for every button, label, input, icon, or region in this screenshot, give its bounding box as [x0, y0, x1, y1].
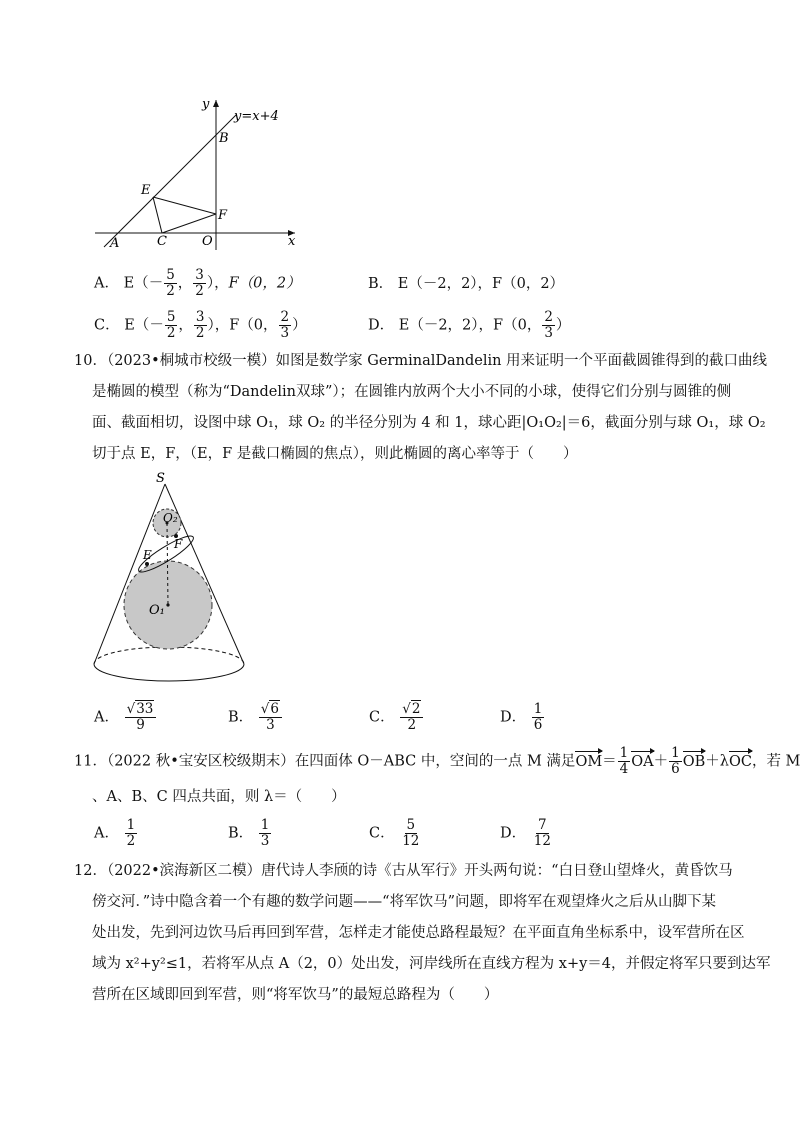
- point-A-label: A: [110, 236, 120, 251]
- point-B-label: B: [219, 131, 229, 146]
- label-F: F: [174, 537, 183, 551]
- q11-prefix: 11．（2022 秋•宝安区校级期末）在四面体 O－ABC 中，空间的一点 M 满足: [74, 753, 576, 770]
- vector-OM: OM: [575, 753, 603, 770]
- option-text: E（: [123, 275, 149, 292]
- label-E: E: [143, 548, 152, 562]
- q10-line-4: 切于点 E，F，（E，F 是截口椭圆的焦点），则此椭圆的离心率等于（ ）: [92, 446, 578, 462]
- q9-option-C[interactable]: [94, 310, 307, 341]
- segment-EF: [153, 197, 216, 214]
- q9-option-B[interactable]: [368, 272, 564, 293]
- q10-option-A[interactable]: [94, 702, 157, 733]
- option-text: ）: [292, 317, 307, 334]
- fraction: $\frac{1}{4}$: [619, 745, 629, 777]
- option-text: F（0，2）: [228, 275, 301, 292]
- option-text: ）: [555, 317, 571, 334]
- q10-line-2: 是椭圆的模型（称为“Dandelin双球”）；在圆锥内放两个大小不同的小球，使得它们分别与圆锥的侧: [92, 384, 732, 400]
- q11-option-A[interactable]: [94, 818, 138, 849]
- fraction: $\frac{1}{3}$: [260, 817, 270, 849]
- minus-sign: －: [148, 275, 164, 292]
- q11-suffix: ，若 M: [751, 753, 800, 770]
- option-key: A．: [94, 825, 119, 842]
- q11-line-2: 、A、B、C 四点共面，则 λ＝（ ）: [92, 789, 346, 805]
- segment-CF: [162, 214, 216, 233]
- label-S: S: [156, 471, 165, 486]
- q10-option-B[interactable]: [228, 702, 283, 733]
- option-key: D．: [500, 709, 527, 726]
- point-E: [145, 562, 149, 566]
- q11-option-B[interactable]: [228, 818, 272, 849]
- q10-line-3: 面、截面相切，设图中球 O₁，球 O₂ 的半径分别为 4 和 1，球心距|O₁O₂|＝6，截面分别与球 O₁，球 O₂: [92, 415, 766, 431]
- fraction: $\frac{5}{12}$: [402, 817, 420, 849]
- option-key: C．: [369, 709, 395, 726]
- option-text: ，: [178, 317, 193, 334]
- line-label: y=x+4: [234, 109, 279, 124]
- label-O1: O₁: [149, 603, 165, 618]
- option-text: ，: [177, 275, 193, 292]
- minus-sign: －: [149, 317, 164, 334]
- option-text: E（－2，2），F（0，: [398, 317, 542, 334]
- fraction: $\frac{√6}{3}$: [259, 702, 282, 733]
- fraction: $\frac{√2}{2}$: [400, 702, 423, 733]
- q12-line-3: 处出发，先到河边饮马后再回到军营，怎样走才能使总路程最短？在平面直角坐标系中，设军营所在区: [92, 925, 745, 941]
- q9-option-A[interactable]: [94, 268, 301, 299]
- x-axis-label: x: [288, 234, 296, 249]
- fraction: $\frac{3}{2}$: [195, 267, 204, 299]
- equals: ＝: [602, 753, 617, 770]
- fraction: $\frac{1}{6}$: [533, 701, 543, 733]
- fraction: $\frac{5}{2}$: [166, 309, 176, 341]
- option-key: B．: [368, 276, 394, 292]
- q12-line-5: 营所在区域即回到军营，则“将军饮马”的最短总路程为（ ）: [92, 987, 499, 1003]
- q11-line-1: [74, 746, 800, 777]
- fraction: $\frac{7}{12}$: [533, 817, 551, 849]
- option-text: E（－2，2），F（0，2）: [397, 276, 565, 292]
- option-key: B．: [228, 825, 254, 842]
- point-O-label: O: [202, 234, 213, 249]
- label-O2: O₂: [163, 511, 178, 525]
- dandelin-cone-figure: [86, 468, 258, 700]
- point-C-label: C: [157, 234, 167, 249]
- option-key: D．: [368, 317, 395, 334]
- y-axis-label: y: [202, 97, 210, 112]
- option-text: ），F（0，: [207, 317, 278, 334]
- option-text: ），: [206, 275, 229, 292]
- fraction: $\frac{5}{2}$: [166, 267, 175, 299]
- point-O1: [166, 603, 169, 606]
- q11-option-D[interactable]: [500, 818, 554, 849]
- y-axis-arrow: [213, 100, 219, 107]
- fraction: $\frac{1}{2}$: [126, 817, 136, 849]
- vector-OA: OA: [631, 753, 654, 770]
- vector-OC: OC: [728, 753, 752, 770]
- option-key: C．: [94, 317, 120, 334]
- option-key: D．: [500, 825, 527, 842]
- cone-base-front: [94, 664, 244, 681]
- option-key: B．: [228, 709, 254, 726]
- cone-base-back: [94, 647, 244, 664]
- vector-OB: OB: [682, 753, 706, 770]
- point-E-label: E: [141, 183, 151, 198]
- q12-line-1: 12．（2022•滨海新区二模）唐代诗人李颀的诗《古从军行》开头两句说：“白日登山望烽火，黄昏饮马: [74, 863, 733, 879]
- option-key: A．: [94, 709, 119, 726]
- fraction: $\frac{2}{3}$: [544, 309, 553, 341]
- q10-option-D[interactable]: [500, 702, 545, 733]
- plus-lambda: ＋λ: [705, 753, 729, 770]
- fraction: $\frac{√33}{9}$: [125, 702, 157, 733]
- q9-option-D[interactable]: [368, 310, 570, 341]
- q12-line-2: 傍交河．”诗中隐含着一个有趣的数学问题——“将军饮马”问题，即将军在观望烽火之后从山脚下某: [92, 894, 716, 910]
- q11-option-C[interactable]: [369, 818, 422, 849]
- q10-line-1: 10．（2023•桐城市校级一模）如图是数学家 GerminalDandelin 用来证明一个平面截圆锥得到的截口曲线: [74, 353, 768, 369]
- option-key: C．: [369, 825, 395, 842]
- coordinate-figure: [90, 92, 310, 252]
- option-text: E（: [124, 317, 150, 334]
- point-F-label: F: [218, 208, 228, 223]
- q10-option-C[interactable]: [369, 702, 424, 733]
- option-key: A．: [94, 275, 119, 292]
- segment-EC: [153, 197, 162, 233]
- q12-line-4: 域为 x²+y²≤1，若将军从点 A（2，0）处出发，河岸线所在直线方程为 x+y＝4，并假定将军只要到达军: [92, 956, 771, 972]
- fraction: $\frac{3}{2}$: [195, 309, 205, 341]
- fraction: $\frac{2}{3}$: [280, 309, 290, 341]
- plus: ＋: [653, 753, 669, 770]
- fraction: $\frac{1}{6}$: [671, 745, 680, 777]
